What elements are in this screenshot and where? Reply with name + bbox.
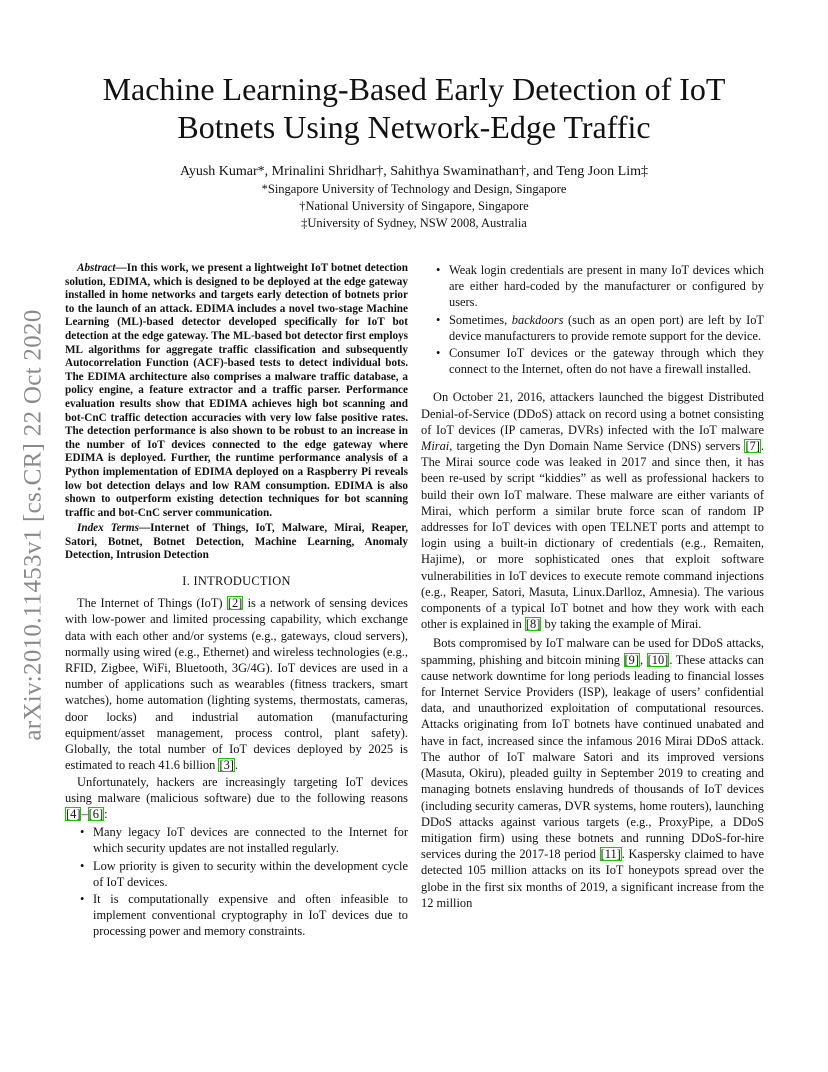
section-heading-introduction: I. INTRODUCTION bbox=[182, 574, 291, 589]
list-item: • Consumer IoT devices or the gateway through which they connect to the Internet, often do not have a firewall installed. bbox=[421, 345, 764, 377]
emphasis-backdoors: backdoors bbox=[511, 312, 564, 327]
text-run: by taking the example of Mirai. bbox=[541, 617, 702, 632]
text-run: Unfortunately, hackers are increasingly targeting IoT devices using malware (malicious software) due to the following reasons bbox=[65, 774, 408, 805]
right-column bbox=[421, 262, 764, 911]
list-item: • Low priority is given to security within the development cycle of IoT devices. bbox=[65, 858, 408, 890]
citation-link[interactable]: [3] bbox=[219, 758, 234, 773]
text-run: . These attacks can cause network downtime for long periods leading to financial losses for Internet Service Providers (ISP), leakage of users’ confidential data, and unauthorized exploitation of computational resources. Attacks originating from IoT botnets have continued unabated and have in fact, increased since the infamous 2016 Mirai DDoS attack. The author of IoT malware Satori and its improved versions (Masuta, Okiru), pleaded guilty in September 2019 to creating and managing botnets enslaving hundreds of thousands of IoT devices (including security cameras, DVR systems, home routers), launching DDoS attacks against various targets (e.g., ProxyPipe, a DDoS mitigation firm) using these botnets and running DDoS-for-hire services during the 2017-18 period bbox=[421, 652, 764, 862]
citation-link[interactable]: [6] bbox=[88, 806, 104, 821]
text-run: (such as an open port) are left by IoT device manufacturers to provide remote support for the device. bbox=[449, 312, 764, 343]
emphasis-mirai: Mirai bbox=[421, 439, 450, 454]
abstract bbox=[65, 262, 408, 520]
arxiv-identifier-text: arXiv:2010.11453v1 [cs.CR] 22 Oct 2020 bbox=[20, 309, 48, 741]
list-item: • Weak login credentials are present in many IoT devices which are either hard-coded by the manufacturer or configured by users. bbox=[421, 262, 764, 311]
text-run: . The Mirai source code was leaked in 2017 and since then, it has been re-used by script “kiddies” as well as professional hackers to build their own IoT malware. These malware are either variants of Mirai, which perform a similar brute force scan of random IP addresses for IoT devices with open TELNET ports and attempt to login using a built-in dictionary of credentials (e.g., Remaiten, Hajime), or more sophisticated ones that exploit software vulnerabilities in IoT devices to execute remote command injections (e.g., Reaper, Satori, Masuta, Linux.Darlloz, Amnesia). The various components of a typical IoT botnet and how they work with each other is explained in bbox=[421, 439, 764, 632]
paper-title: Machine Learning-Based Early Detection of IoT Botnets Using Network-Edge Traffic bbox=[102, 71, 726, 145]
affiliation-sutd: *Singapore University of Technology and Design, Singapore bbox=[261, 182, 567, 196]
reasons-list-left bbox=[65, 824, 408, 939]
text-run: , bbox=[640, 652, 647, 667]
reasons-list-right bbox=[421, 262, 764, 377]
abstract-text: —In this work, we present a lightweight IoT botnet detection solution, EDIMA, which is designed to be deployed at the edge gateway installed in home networks and targets early detection of botnets prior to the launch of an attack. EDIMA includes a novel two-stage Machine Learning (ML)-based detector developed specifically for IoT bot detection at the edge gateway. The ML-based bot detector first employs ML algorithms for aggregate traffic classification and subsequently Autocorrelation Function (ACF)-based tests to detect individual bots. The EDIMA architecture also comprises a malware traffic database, a policy engine, a feature extractor and a traffic parser. Performance evaluation results show that EDIMA achieves high bot scanning and bot-CnC traffic detection accuracies with very low false positive rates. The detection performance is also shown to be robust to an increase in the number of IoT devices connected to the edge gateway where EDIMA is deployed. Further, the runtime performance analysis of a Python implementation of EDIMA deployed on a Raspberry Pi reveals low bot detection delays and low RAM consumption. EDIMA is also shown to outperform existing detection techniques for bot scanning traffic and bot-CnC server communication. bbox=[65, 262, 408, 519]
intro-paragraph-4 bbox=[421, 635, 764, 910]
text-run: . Kaspersky claimed to have detected 105 million attacks on its IoT honeypots spread over the globe in the first six months of 2019, a significant increase from the 12 million bbox=[421, 847, 764, 910]
affiliation-nus: †National University of Singapore, Singapore bbox=[299, 199, 529, 213]
citation-link[interactable]: [7] bbox=[745, 439, 760, 454]
index-terms-text: —Internet of Things, IoT, Malware, Mirai, Reaper, Satori, Botnet, Botnet Detection, Machine Learning, Anomaly Detection, Intrusion Detection bbox=[65, 522, 408, 562]
citation-link[interactable]: [10] bbox=[647, 652, 669, 667]
intro-paragraph-2 bbox=[65, 774, 408, 823]
text-run: Sometimes, bbox=[449, 312, 512, 327]
index-terms-lead: Index Terms bbox=[77, 522, 139, 535]
text-run: : bbox=[104, 806, 108, 821]
citation-link[interactable]: [9] bbox=[624, 652, 639, 667]
list-item: • It is computationally expensive and often infeasible to implement conventional cryptography in IoT devices due to processing power and memory constraints. bbox=[65, 891, 408, 940]
citation-link[interactable]: [8] bbox=[525, 617, 541, 632]
text-run: – bbox=[81, 806, 88, 821]
intro-paragraph-1 bbox=[65, 595, 408, 773]
arxiv-identifier-stamp bbox=[14, 290, 54, 760]
left-column bbox=[65, 262, 408, 944]
text-run: On October 21, 2016, attackers launched the biggest Distributed Denial-of-Service (DDoS) attack on record using a botnet consisting of IoT devices (IP cameras, DVRs) infected with the IoT malware bbox=[421, 390, 764, 437]
list-item: • Many legacy IoT devices are connected to the Internet for which security updates are not installed regularly. bbox=[65, 824, 408, 856]
citation-link[interactable]: [2] bbox=[227, 596, 243, 611]
text-run: , targeting the Dyn Domain Name Service (DNS) servers bbox=[449, 439, 745, 454]
text-run: Bots compromised by IoT malware can be used for DDoS attacks, spamming, phishing and bitcoin mining bbox=[421, 636, 764, 667]
list-item bbox=[421, 312, 764, 344]
author-list: Ayush Kumar*, Mrinalini Shridhar†, Sahithya Swaminathan†, and Teng Joon Lim‡ bbox=[180, 164, 648, 179]
citation-link[interactable]: [11] bbox=[600, 847, 621, 862]
text-run: The Internet of Things (IoT) bbox=[77, 596, 227, 611]
citation-link[interactable]: [4] bbox=[66, 806, 81, 821]
intro-paragraph-3 bbox=[421, 389, 764, 632]
abstract-lead: Abstract bbox=[77, 262, 116, 274]
affiliation-sydney: ‡University of Sydney, NSW 2008, Australia bbox=[301, 216, 527, 230]
index-terms bbox=[65, 522, 408, 563]
text-run: is a network of sensing devices with low-power and limited processing capability, which exchange data with each other and/or systems (e.g., gateways, cloud servers), normally using wired (e.g., Ethernet) and wireless technologies (e.g., RFID, Zigbee, WiFi, Bluetooth, 3G/4G). IoT devices are used in a number of applications such as wearables (fitness trackers, smart watches), home automation (lighting systems, thermostats, cameras, door locks) and industrial automation (manufacturing equipment/asset management, process control, plant safety). Globally, the total number of IoT devices deployed by 2025 is estimated to reach 41.6 billion bbox=[65, 596, 408, 773]
text-run: . bbox=[234, 758, 239, 773]
